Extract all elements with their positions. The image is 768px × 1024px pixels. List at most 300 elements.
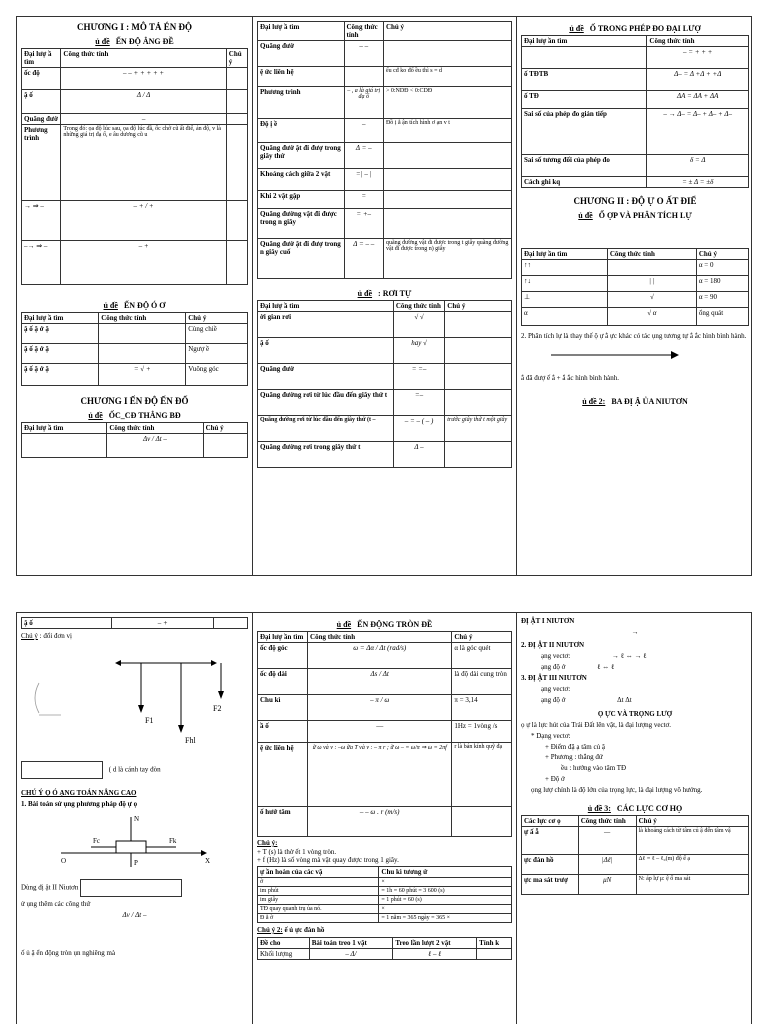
table-row	[22, 434, 248, 458]
header-quantity: Đại lượ ầ tìm	[258, 22, 345, 41]
topic-circular-heading	[257, 620, 512, 629]
header-formula: Công thức tính	[393, 301, 444, 312]
cell-formula: Δ –	[393, 442, 444, 468]
topic-error-heading	[521, 24, 749, 33]
header-formula: Công thức tính	[308, 632, 452, 643]
table-row	[258, 416, 512, 442]
header-note: Chú ý	[226, 49, 247, 68]
cell-quantity: Sai số của phép đo gián tiếp	[522, 109, 647, 155]
table-row	[258, 721, 512, 743]
topic-title: ẾN ĐỘ ẲNG ĐỀ	[115, 37, 174, 46]
cell-formula: – –	[344, 41, 383, 67]
cell-quantity: ốc độ dài	[258, 669, 308, 695]
header-formula: Công thức tính	[578, 816, 636, 827]
table-row	[258, 949, 512, 960]
header-note: Chú ý	[696, 249, 748, 260]
topic-relative-heading	[21, 301, 248, 310]
table-row	[22, 114, 248, 125]
law2-vector-formula: → ℓ ⇔ → ℓ	[611, 652, 647, 660]
cell-formula: ––	[308, 721, 452, 743]
table-row	[258, 669, 512, 695]
magnitude: + Độ ớ	[545, 774, 565, 783]
table-row	[522, 177, 749, 188]
cell-quantity: Quãng đường rơi từ lúc đầu đến giây thứ (t –	[258, 416, 394, 442]
topic3-heading	[521, 804, 749, 813]
cell-formula: –	[61, 114, 226, 125]
topic-title: Ổ ỢP VÀ PHÂN TÍCH LỰ	[598, 211, 692, 220]
decomposition-text: 2. Phân tích lự là thay thế ộ ự ằ ực khác có tác ụng tương tự ắ ắc hình bình hành.	[521, 332, 747, 340]
table-row	[258, 312, 512, 338]
table-header-row	[258, 938, 512, 949]
direction: + Phương : thẳng đứ	[545, 753, 603, 762]
cell-force: ực ma sát trượ	[522, 875, 579, 895]
relative-motion-table	[21, 312, 248, 386]
topic-title: : RƠI TỰ	[378, 289, 412, 298]
cell-quantity: ố hướ tâm	[258, 807, 308, 837]
block-shape	[116, 841, 146, 853]
cell-given: Khối lượng	[258, 949, 310, 960]
diag-x-label: X	[205, 857, 211, 865]
cell-formula: – – + + + + +	[61, 68, 226, 90]
table-row	[522, 109, 749, 155]
cell-quantity: ố TĐTB	[522, 69, 647, 91]
chapter1b-title: CHƯƠNG I ẾN ĐỘ ẾN ĐỐ	[80, 396, 189, 406]
cell-note	[445, 338, 512, 364]
header-quantity: Đại lượ ầ tìm	[22, 423, 107, 434]
arrow-head-icon	[218, 691, 224, 699]
table-row	[258, 67, 512, 87]
cell-formula: – → Δ– = Δ– + Δ– + Δ–	[647, 109, 749, 155]
cell-quantity: Phương trình	[22, 125, 61, 201]
law3-title: 3. ĐỊ ẬT III NIUTƠN	[521, 674, 587, 682]
cell-formula: |Δℓ|	[578, 855, 636, 875]
table-row	[258, 191, 512, 209]
table-row	[522, 875, 749, 895]
cell-note: Ngượ ề	[186, 344, 248, 364]
cell-quantity: ệ ức liên hệ	[258, 743, 308, 807]
law2-vector	[521, 652, 749, 660]
table-row	[22, 68, 248, 90]
table-row	[258, 878, 512, 887]
cell-note	[226, 68, 247, 90]
bracket-shape	[35, 683, 39, 713]
header-quantity: Đại lượ ần tìm	[258, 632, 308, 643]
table-row	[522, 69, 749, 91]
cell-note: ổng quát	[696, 308, 748, 326]
topic-label: ủ đề	[95, 37, 110, 46]
cell-period: = 1h = 60 phút = 3 600 (s)	[379, 887, 512, 896]
cell-formula: – – ω . r (m/s)	[308, 807, 452, 837]
header-note: Chú ý	[186, 313, 248, 324]
cell-quantity: Sai số tương đối của phép đo	[522, 155, 647, 177]
mechanical-forces-table	[521, 815, 749, 895]
cell-formula: ω = Δα / Δt (rad/s)	[308, 643, 452, 669]
gravity-title: Ọ ỰC VÀ TRỌNG LƯỢ	[597, 710, 673, 718]
topic-title: ẾN ĐỘ Ó Ơ	[123, 301, 166, 310]
cell-quantity: Phương trình	[258, 87, 345, 119]
cell-quantity: ↑↓	[522, 276, 608, 292]
cell-formula: ΔA = ΔA + ΔA	[647, 91, 749, 109]
cell-note	[383, 191, 511, 209]
cell-note	[226, 125, 247, 201]
table-row	[258, 209, 512, 239]
header-formula: Công thức tính	[61, 49, 226, 68]
continued-table	[21, 617, 248, 629]
f1-label: F1	[145, 716, 154, 725]
cell-formula: – π / ω	[308, 695, 452, 721]
topic-newton-heading	[521, 397, 749, 406]
cell-formula: ữ ω và v : –ω ữa T và v : – π r ; ữ ω – = ω/π ⇒ ω = 2πf	[308, 743, 452, 807]
cell-two-mass: ℓ – ℓ	[393, 949, 477, 960]
cell-quantity: Quãng đường vật đi được trong n giây	[258, 209, 345, 239]
topic-title: ẾN ĐỘNG TRÒN ĐỀ	[357, 620, 433, 629]
header-formula: Công thức tính	[99, 313, 186, 324]
cell-quantity: Quãng đườ ật đi đượ trong giây thứ	[258, 143, 345, 169]
topic-label: ủ đề	[357, 289, 373, 298]
table-row	[258, 896, 512, 905]
table-row	[258, 41, 512, 67]
problem-1: 1. Bài toán sử ụng phương pháp độ ự ọ	[21, 800, 138, 808]
period-note: + T (s) là thờ ết 1 vòng tròn.	[257, 848, 337, 856]
right-column	[517, 17, 752, 575]
table-header-row	[258, 301, 512, 312]
law3-frac: Δt Δt	[617, 696, 632, 704]
law2-mag-formula: ℓ ⇔ ℓ	[597, 663, 615, 671]
law2-magnitude	[521, 663, 749, 671]
law1-title: ĐỊ ẬT I NIUTƠN	[521, 617, 575, 625]
topic-label: ủ đề	[569, 24, 584, 33]
table-row	[258, 143, 512, 169]
cell-quantity: Quãng đường rơi từ lúc đầu đến giây thứ t	[258, 390, 394, 416]
cell-period: ×	[379, 878, 512, 887]
cell-quantity: ậ ố ậ ớ ậ	[22, 364, 99, 386]
cell-motion: im phút	[258, 887, 379, 896]
moment-note: ( d là cánh tay đòn	[108, 765, 161, 774]
table-row	[522, 47, 749, 69]
cell-formula: Δs / Δt	[308, 669, 452, 695]
cell-quantity: Quãng đường rơi trong giây thứ t	[258, 442, 394, 468]
header-quantity: Đại lượ ầ tìm	[22, 49, 61, 68]
chapter2-title: CHƯƠNG II : ĐỘ Ự O ẤT ĐIỂ	[573, 196, 697, 206]
cell-quantity: ốc độ	[22, 68, 61, 90]
topic-accel-heading	[21, 411, 248, 420]
table-row	[22, 241, 248, 285]
table-row	[258, 695, 512, 721]
chu-y-block	[257, 839, 512, 847]
arrow-head-icon	[115, 660, 121, 666]
cell-note: Cùng chiề	[186, 324, 248, 344]
moment-note-row	[21, 761, 248, 779]
table-row	[522, 155, 749, 177]
table-row	[22, 90, 248, 114]
cell-note: Δℓ = ℓ – ℓ₀(m) độ ế ạ	[636, 855, 748, 875]
cell-note: α = 180	[696, 276, 748, 292]
header-note: Chú ý	[452, 632, 512, 643]
gravity-text: ọ ự là lực hút của Trái Đất lên vật, là đại lượng vectơ.	[521, 721, 672, 729]
cell-note	[445, 390, 512, 416]
cell-quantity: ời gian rơi	[258, 312, 394, 338]
cell-formula: – + / +	[61, 201, 226, 241]
header-one-mass: Bài toán treo 1 vật	[309, 938, 393, 949]
topic-label: ủ đề 3:	[587, 804, 611, 814]
cell-formula: √	[607, 292, 696, 308]
law2-title: 2. ĐỊ ẬT II NIUTƠN	[521, 641, 585, 649]
topic-label: ủ đề	[88, 411, 103, 420]
spring-table	[257, 937, 512, 960]
cell-quantity: Quãng đườ	[22, 114, 61, 125]
cell-note: quãng đường vật đi được trong t giây quãng đường vật đi được trong n) giây	[383, 239, 511, 279]
chu-y-label: Chú ý:	[257, 839, 278, 847]
table-row	[522, 260, 749, 276]
topic-title: CÁC LỰC CƠ HỌ	[616, 804, 683, 814]
cell-quantity: ố TĐ	[522, 91, 647, 109]
cell-quantity: → ⇒ –	[22, 201, 61, 241]
cell-note: α = 0	[696, 260, 748, 276]
table-header-row	[522, 816, 749, 827]
cell-note	[383, 169, 511, 191]
table-header-row	[22, 49, 248, 68]
cell-note: N: áp lự μ: ệ ố ma sát	[636, 875, 748, 895]
cell-formula: = +–	[344, 209, 383, 239]
cell-quantity: Chu kì	[258, 695, 308, 721]
table-row	[258, 743, 512, 807]
header-quantity: Đại lượ ần tìm	[522, 36, 647, 47]
bottom-middle-column	[253, 613, 517, 1024]
table-row	[522, 276, 749, 292]
law2-vector-label: ạng vectơ:	[541, 652, 571, 660]
cell-formula: =	[344, 191, 383, 209]
cell-quantity	[22, 434, 107, 458]
cell-quantity: –→ ⇒ –	[22, 241, 61, 285]
cell-formula: =| – |	[344, 169, 383, 191]
cell-period: = 1 phút = 60 (s)	[379, 896, 512, 905]
topic-kinematics-heading	[21, 37, 248, 46]
cell-quantity: Khoảng cách giữa 2 vật	[258, 169, 345, 191]
cell-formula: √ √	[393, 312, 444, 338]
kinematics-table	[21, 48, 248, 285]
arrow-head-icon	[211, 660, 217, 666]
table-row	[258, 364, 512, 390]
unit-note	[21, 632, 248, 640]
cell-quantity: Quãng đườ ật đi đượ trong n giây cuố	[258, 239, 345, 279]
cell-formula: hay √	[393, 338, 444, 364]
cell-formula	[99, 344, 186, 364]
left-column	[17, 17, 253, 575]
table-header-row	[22, 313, 248, 324]
table-row	[258, 807, 512, 837]
cell-formula	[344, 67, 383, 87]
table-row	[258, 887, 512, 896]
cell-quantity: ầ ố	[258, 721, 308, 743]
cell-formula: —	[578, 827, 636, 855]
cell-quantity: ậ ố	[22, 618, 112, 629]
header-motion: ự ần hoàn của các vậ	[258, 867, 379, 878]
vector-arrows-diagram	[521, 343, 747, 367]
cell-note: α = 90	[696, 292, 748, 308]
cell-note: r là bán kính quỹ đạ	[452, 743, 512, 807]
cell-quantity: Cách ghi kq	[522, 177, 647, 188]
cell-motion: im giây	[258, 896, 379, 905]
cell-formula: = ± Δ = ±δ	[647, 177, 749, 188]
bottom-page	[16, 612, 752, 1024]
uniform-accel-table	[257, 21, 512, 279]
table-row	[22, 324, 248, 344]
topic-label: ủ đề	[578, 211, 593, 220]
cell-quantity: ệ ức liên hệ	[258, 67, 345, 87]
cell-note: α là góc quét	[452, 643, 512, 669]
topic-label: ủ đề 2:	[582, 396, 606, 406]
measurement-error-table	[521, 35, 749, 188]
cell-quantity: Khi 2 vật gặp	[258, 191, 345, 209]
chu-y-label: Chú ý	[21, 632, 38, 640]
top-page	[16, 16, 752, 576]
table-row	[258, 905, 512, 914]
cell-note	[226, 90, 247, 114]
cell-quantity	[522, 47, 647, 69]
arrow-head-icon	[201, 850, 207, 856]
cell-formula: – +	[112, 618, 214, 629]
topic-title: BA ĐỊ Ậ ỦA NIUTƠN	[611, 396, 688, 406]
table-row	[258, 239, 512, 279]
cell-quantity: ⊥	[522, 292, 608, 308]
cell-note: > 0:NDĐ < 0:CDĐ	[383, 87, 511, 119]
cell-force: ực đàn hồ	[522, 855, 579, 875]
cell-formula: –	[344, 119, 383, 143]
cell-period: ×	[379, 905, 512, 914]
cell-note: ếu cđ ko đổ ều thì s = d	[383, 67, 511, 87]
cell-note	[383, 143, 511, 169]
cell-formula: – = – ( – )	[393, 416, 444, 442]
header-note: Chú ý	[203, 423, 247, 434]
table-row	[258, 442, 512, 468]
cell-formula: – +	[61, 241, 226, 285]
table-row	[522, 308, 749, 326]
cell-formula: – , a là giá trị đạ ố	[344, 87, 383, 119]
table-row	[258, 119, 512, 143]
cell-quantity: Quãng đườ	[258, 364, 394, 390]
table-row	[258, 390, 512, 416]
cell-note	[445, 364, 512, 390]
law3-magnitude	[521, 696, 749, 704]
newton-method-row	[21, 879, 248, 897]
advanced-title: CHÚ Ý Ọ Ó ẠNG TOÁN NÂNG CAO	[21, 789, 137, 797]
newton-text-2: ử ụng thêm các công thứ	[21, 900, 91, 908]
weight-text: ọng lượ chính là độ lớn của trọng lực, là đại lượng vô hướng.	[531, 785, 703, 794]
table-row	[258, 643, 512, 669]
cell-formula: – = + + +	[647, 47, 749, 69]
cell-force: ự ấ ẫ	[522, 827, 579, 855]
cell-note: trước giây thứ t một giây	[445, 416, 512, 442]
cell-formula: μN	[578, 875, 636, 895]
cell-quantity: α	[522, 308, 608, 326]
header-quantity: Đại lượ ầ tìm	[258, 301, 394, 312]
arrow-head-icon	[178, 725, 184, 733]
table-row	[522, 855, 749, 875]
block-diagram	[21, 811, 247, 871]
force-diagram	[21, 643, 247, 753]
cell-note	[383, 209, 511, 239]
cell-note	[445, 442, 512, 468]
table-header-row	[258, 632, 512, 643]
cell-formula: √ α	[607, 308, 696, 326]
cell-motion: Đ ằ ờ	[258, 914, 379, 923]
bottom-right-column	[517, 613, 752, 1024]
cell-note: π = 3,14	[452, 695, 512, 721]
chu-y-2-block	[257, 926, 512, 934]
table-header-row	[22, 423, 248, 434]
table-header-row	[522, 249, 749, 260]
cell-note	[226, 241, 247, 285]
cell-note: là độ dài cung tròn	[452, 669, 512, 695]
cell-formula	[99, 324, 186, 344]
cell-motion: ờ	[258, 878, 379, 887]
cell-formula	[607, 260, 696, 276]
bottom-left-column	[17, 613, 253, 1024]
topic-label: ủ đề	[336, 620, 352, 629]
table-header-row	[522, 36, 749, 47]
table-row	[522, 827, 749, 855]
cell-quantity: ậ ố	[22, 90, 61, 114]
table-header-row	[258, 22, 512, 41]
table-row	[22, 201, 248, 241]
header-given: Đề cho	[258, 938, 310, 949]
cell-quantity: ậ ố ậ ớ ậ	[22, 344, 99, 364]
cell-k	[477, 949, 512, 960]
spacer	[521, 222, 749, 246]
acceleration-table	[21, 422, 248, 458]
arrow-head-icon	[671, 351, 679, 359]
frequency-note: + f (Hz) là số vòng mà vật quay được trong 1 giây.	[257, 856, 399, 864]
cell-note	[452, 807, 512, 837]
cell-quantity: Quãng đườ	[258, 41, 345, 67]
fhl-label: Fhl	[185, 736, 196, 745]
table-row	[22, 618, 248, 629]
header-formula: Công thức tính	[344, 22, 383, 41]
bottom-text: ố ủ ậ ển động tròn ụn nghiêng mà	[21, 949, 116, 957]
cell-formula: Δv / Δt –	[107, 434, 203, 458]
chapter1-title: CHƯƠNG I : MÔ TẢ ÉN ĐỘ	[76, 22, 192, 32]
cell-quantity: Độ ị ề	[258, 119, 345, 143]
topic-free-fall-heading	[257, 289, 512, 298]
header-k: Tính k	[477, 938, 512, 949]
law3-mag-label: ạng độ ớ	[541, 696, 566, 704]
table-row	[22, 125, 248, 201]
diag-p-label: P	[134, 859, 138, 867]
header-formula: Công thức tính	[107, 423, 203, 434]
cell-formula: Δ = –	[344, 143, 383, 169]
cell-formula: = √ +	[99, 364, 186, 386]
law2-mag-label: ạng độ ớ	[541, 663, 566, 671]
f2-label: F2	[213, 704, 222, 713]
topic-title: Ố TRONG PHÉP ĐO ĐẠI LƯỢ	[589, 24, 701, 33]
topic-title: ỐC_CĐ THẲNG BĐ	[108, 411, 181, 420]
cell-one-mass: – Δ/	[309, 949, 393, 960]
dang-vecto: * Dạng vectơ:	[531, 731, 571, 740]
cell-note	[203, 434, 247, 458]
table-row	[258, 338, 512, 364]
cell-note: 1Hz = 1vòng /s	[452, 721, 512, 743]
decomposition-text-2: ắ đã đượ ế ắ + ắ ắc hình bình hành.	[521, 373, 619, 382]
header-formula: Công thức tính	[607, 249, 696, 260]
table-row	[22, 364, 248, 386]
cell-formula: Δ– = Δ +Δ + +Δ	[647, 69, 749, 91]
formula-box	[21, 761, 103, 779]
diag-o-label: O	[61, 857, 67, 865]
cell-note: Vuông góc	[186, 364, 248, 386]
header-note: Chú ý	[636, 816, 748, 827]
table-row	[522, 292, 749, 308]
chu-y-2-text: ế ủ ực đàn hồ	[284, 926, 325, 934]
